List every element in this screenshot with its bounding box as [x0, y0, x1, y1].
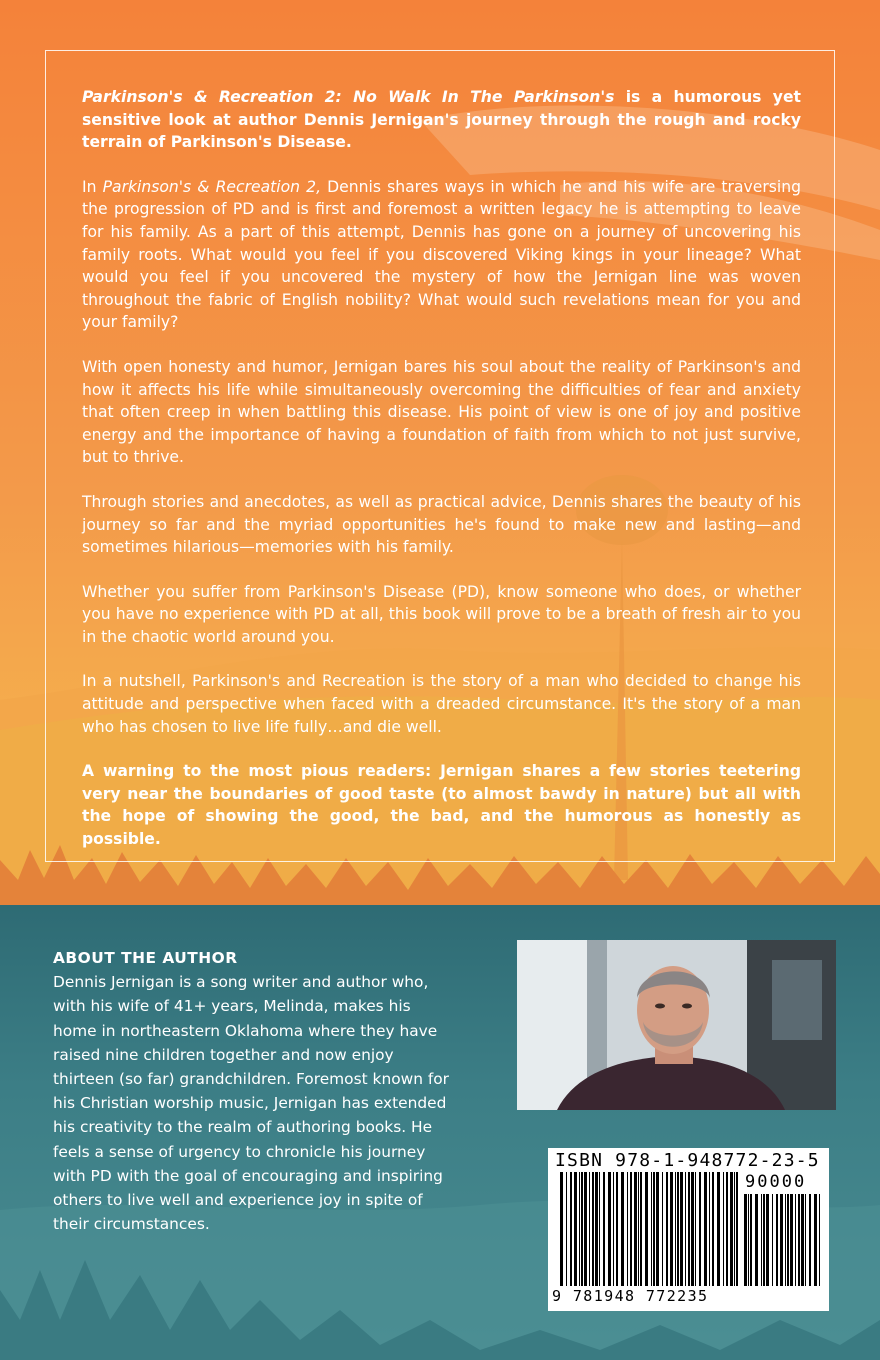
barcode-bar [574, 1172, 577, 1286]
barcode-bar [819, 1194, 820, 1286]
barcode-bar [638, 1172, 639, 1286]
barcode-bar [656, 1172, 659, 1286]
barcode-bar [776, 1194, 778, 1286]
barcode-bar [712, 1172, 714, 1286]
barcode-addon-bars [744, 1194, 820, 1286]
barcode-bar [640, 1172, 642, 1286]
barcode-bar [680, 1172, 683, 1286]
description-paragraph-3: With open honesty and humor, Jernigan bares his soul about the reality of Parkinson's and how it affects his life while simultaneously overcoming the difficulties of fear and anxiety that often creep in when battling this disease. His point of view is one of joy and positive energy and the importance of having a foundation of faith from which to not just survive, but to thrive. [82, 357, 801, 467]
barcode-bar [795, 1194, 796, 1286]
price-code: 90000 [745, 1172, 807, 1192]
about-the-author [53, 946, 455, 1236]
barcode-bars [560, 1172, 738, 1286]
barcode-bar [691, 1172, 694, 1286]
barcode-bar [761, 1194, 762, 1286]
barcode-bar [645, 1172, 648, 1286]
barcode-bar [589, 1172, 590, 1286]
author-portrait-illustration [517, 940, 836, 1110]
barcode-bar [717, 1172, 720, 1286]
barcode-bar [726, 1172, 728, 1286]
barcode-bar [695, 1172, 696, 1286]
barcode-bar [603, 1172, 605, 1286]
barcode-bar [630, 1172, 632, 1286]
barcode-bar [734, 1172, 735, 1286]
barcode-bar [798, 1194, 800, 1286]
author-bio: Dennis Jernigan is a song writer and author who, with his wife of 41+ years, Melinda, makes his home in northeastern Oklahoma where they have raised nine children together and now enjoy thirteen (so far) grandchildren. Foremost known for his Christian worship music, Jernigan has extended his creativity to the realm of authoring books. He feels a sense of urgency to chronicle his journey with PD with the goal of encouraging and inspiring others to live well and experience joy in spite of their circumstances. [53, 973, 450, 1234]
barcode-bar [584, 1172, 587, 1286]
barcode-bar [709, 1172, 710, 1286]
barcode-bar [801, 1194, 804, 1286]
barcode-bar [613, 1172, 614, 1286]
barcode-bar [748, 1194, 749, 1286]
description-paragraph-4: Through stories and anecdotes, as well as practical advice, Dennis shares the beauty of his journey so far and the myriad opportunities he's found to make new and lasting—and sometimes hilarious—memories with his family. [82, 492, 801, 557]
barcode-bar [627, 1172, 628, 1286]
barcode-bar [599, 1172, 600, 1286]
barcode-bar [736, 1172, 738, 1286]
barcode-bar [685, 1172, 686, 1286]
barcode-bar [662, 1172, 663, 1286]
barcode-bar [581, 1172, 583, 1286]
barcode-bar [723, 1172, 724, 1286]
description-paragraph-2: In Parkinson's & Recreation 2, Dennis shares ways in which he and his wife are traversing the progression of PD and is first and foremost a written legacy he is attempting to leave for his family. As a part of this attempt, Dennis has gone on a journey of uncovering his family roots. What would you feel if you discovered Viking kings in your lineage? What would you feel if you uncovered the mystery of how the Jernigan line was woven throughout the fabric of English nobility? What would such revelations mean for you and your family? [82, 177, 801, 332]
barcode-bar [772, 1194, 773, 1286]
barcode-bar [688, 1172, 690, 1286]
barcode-bar [560, 1172, 563, 1286]
barcode-bar [699, 1172, 701, 1286]
about-heading: ABOUT THE AUTHOR [53, 949, 238, 967]
barcode-bar [592, 1172, 594, 1286]
barcode-bar [634, 1172, 637, 1286]
barcode-bar [730, 1172, 733, 1286]
barcode-bar [677, 1172, 679, 1286]
barcode-bar [651, 1172, 652, 1286]
barcode-bar [570, 1172, 572, 1286]
barcode-bar [675, 1172, 676, 1286]
author-photo [517, 940, 836, 1110]
barcode-bar [670, 1172, 673, 1286]
barcode-bar [744, 1194, 747, 1286]
description-paragraph-6: In a nutshell, Parkinson's and Recreation is the story of a man who decided to change his attitude and perspective when faced with a dreaded circumstance. It's the story of a man who has chosen to live life fully…and die well. [82, 672, 801, 736]
barcode-bar [616, 1172, 618, 1286]
ean-digits: 9 781948 772235 [552, 1287, 709, 1305]
description-paragraph-1: Parkinson's & Recreation 2: No Walk In The Parkinson's is a humorous yet sensitive look at author Dennis Jernigan's journey through the rough and rocky terrain of Parkinson's Disease. [82, 88, 801, 152]
book-description [82, 86, 801, 873]
barcode-bar [608, 1172, 611, 1286]
barcode-bar [785, 1194, 786, 1286]
book-title: Parkinson's & Recreation 2: No Walk In The Parkinson's [82, 88, 615, 106]
barcode-bar [766, 1194, 769, 1286]
barcode-bar [566, 1172, 567, 1286]
barcode-bar [704, 1172, 707, 1286]
barcode-bar [755, 1194, 758, 1286]
barcode-bar [750, 1194, 752, 1286]
barcode-bar [595, 1172, 598, 1286]
barcode-bar [814, 1194, 817, 1286]
barcode-bar [790, 1194, 793, 1286]
barcode-bar [780, 1194, 783, 1286]
barcode-bar [787, 1194, 789, 1286]
isbn-label: ISBN 978-1-948772-23-5 [555, 1150, 820, 1171]
description-paragraph-5: Whether you suffer from Parkinson's Disease (PD), know someone who does, or whether you have no experience with PD at all, this book will prove to be a breath of fresh air to you in the chaotic world around you. [82, 582, 801, 646]
barcode-bar [579, 1172, 580, 1286]
barcode-bar [666, 1172, 668, 1286]
reader-warning: A warning to the most pious readers: Jernigan shares a few stories teetering very near the boundaries of good taste (to almost bawdy in nature) but all with the hope of showing the good, the bad, and the humorous as honestly as possible. [82, 762, 801, 849]
barcode-bar [621, 1172, 624, 1286]
barcode-bar [809, 1194, 811, 1286]
barcode-bar [763, 1194, 765, 1286]
barcode-bar [805, 1194, 806, 1286]
barcode-bar [653, 1172, 655, 1286]
